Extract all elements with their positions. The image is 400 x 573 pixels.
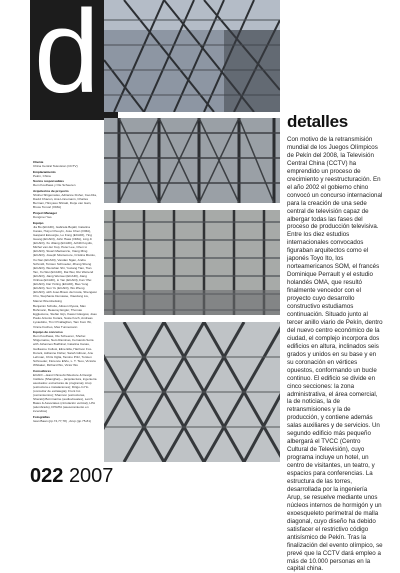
credit-competition-team: Equipo de concurso Rem Koolhaas, Ole Scheeren, Shohei Shigematsu, Nelo Raminas, Fernando Soria with Johannes Budhinal, Catarina Canas, Guillaume Collosi, Eline Ella, Harrison Fox-Durant, Adrianne Fisher, Sarah Gibson, Anu Lehman, Chris Oglia, Tamino Pritz, Torsten Schroeder, Florence Ehrle, L. T. Tsou, Victoria Whitaker, Richard Wu, Victor Wu [33,330,96,367]
credits-column [33,160,97,425]
credit-team: Equipo Jia Bo (ECADI), Gabriela Bojalil, Catarina Canas, Huiyu Chuoyin, Jose Chen (OMA), Gaspard Estourgie, Lo Fong (ECADI), Ying Guang (ECADI), John Haas (OMA), Ling Ji (ECADI), Xu Jiliang (ECADI), Achilli Koydis, Michel van der Kop, Peter Lee, Chen Li (ECADI), Stuart Mackenzie, Xiang Ming (ECADI), Joseph Montemore, Cristina Muiolo, Xu Nan (ECADI), Vandan Ngan, Andre Schmidt, Torsten Schroeder, Zhang Sheng (ECADI), Wenshan Shi, Yuxiang Tian, Tian Tan, Xu Wei (ECADI), Dai Wei, Rui Weirend (ECADI), Jiang Wenwei (ECADI), Jiang Xinhua (ECADI), Li Yan (ECADI), Fan Yifei (ECADI), Dai Yinling (ECADI), Bao Yong (ECADI), Sun Yu (ECADI), Wu Zheng (ECADI), with Joao Bravo da Costa, Shengwei Chu, Stephanie Demasse, Xiaodong Liu, Marcel Wrembelwing [33,220,97,303]
photo-steel-lattice [104,118,280,203]
section-letter: d [34,0,98,118]
article-body: Con motivo de la retransmisión mundial de los Juegos Olímpicos de Pekín del 2008, la Televisión Central China (CCTV) ha emprendido un proceso de crecimiento y reestructuración. En el año 2002 el gobierno chino convocó un concurso internacional para la creación de una sede central de televisión capaz de albergar todas las fases del proceso de producción televisiva. Entre los diez estudios internacionales convocados figuraban arquitectos como el japonés Toyo Ito, los norteamericanos SOM, el francés Dominique Perrault y el estudio holandés OMA, que resultó finalmente vencedor con el proyecto cuyo desarrollo constructivo estudiamos continuación. Situado junto al tercer anillo viario de Pekín, dentro del nuevo centro económico de la ciudad, el complejo incorpora dos edificios en altura, inclinados seis grados y unidos en su base y en su coronación en vértices opuestos, conformando un bucle continuo. El edificio se divide en cinco secciones: la zona administrativa, el área comercial, la de noticias, la de retransmisiones y la de producción, y contiene además salas auxiliares y de servicios. Un segundo edificio más pequeño albergará el TVCC (Centro Cultural de Televisión), cuyo programa incluye un hotel, un centro de visitantes, un teatro, y espacios para conferencias. La estructura de las torres, desarrollada por la ingeniería Arup, se resuelve mediante unos núcleos internos de hormigón y un exoesqueleto perimetral de malla diagonal, cuyo diseño ha debido satisfacer el restrictivo código antisísmico de Pekín. Tras la finalización del evento olímpico, se prevé que la CCTV dará empleo a más de 10.000 personas en la capital china. [287,136,383,573]
issue-number: 022 [30,465,64,487]
credit-project-architects: Arquitectos de proyecto Shohei Shigematsu, Adrianne Fisher, Cao Dia, David Chacon, Ana Linnemann, Charles Berman, Hiroyasu Shiraki, Dorje van Gain, Bruce Tomori (OMA) [33,189,97,210]
credit-consultants: Consultores ECADI —East China Architecture & Design Institute (Shanghai)— (arquitectura, ingeniería asociados: estructuras de programa); Arup (estructura e instalaciones); Dirigo-In Ho (consultor de estrategia); Front Inc. (cerramientos); Shannon (estructuras, Sheraki) Bornmarine (audiovisuales), Lerch Bates & Associates (circulación vertical), LPA (alumbrado), DHAHA (asesoramiento en incendios) [33,368,97,414]
credit-project-manager: Project Manager Dongmei Yao [33,211,58,220]
photo-structural-grid [104,210,280,315]
credit-partners: Socios responsables Rem Koolhaas y Ole Scheeren [33,179,76,188]
issue-year: 2007 [68,465,114,487]
section-title: detalles [287,112,348,131]
issue-footer [30,465,113,488]
credit-team-continued: Benjamin Schulte, Alisson Ryeca, Max Buhmann, Beauray Engler, Thomas Egglestone, Stefan Gijn, Kawei Glasgow, Joao Paulo Antonio Kurara, Susie Koch, Andreas Lystedsbo, Tim O'Callaghan, Tam Kom Wi, Vinnie Fuches, Max Tunnemann [33,304,97,329]
photo-diagonal-mesh [104,322,280,462]
credit-client: Cliente China Central Television (CCTV) [33,160,78,169]
credit-photographs: Fotografías Iwan Baan (pp.74,77,78) , Arup (pp.75-81) [33,415,91,424]
photo-tower-under-construction [104,0,280,112]
credit-location: Emplazamiento Pekín, China [33,169,56,178]
